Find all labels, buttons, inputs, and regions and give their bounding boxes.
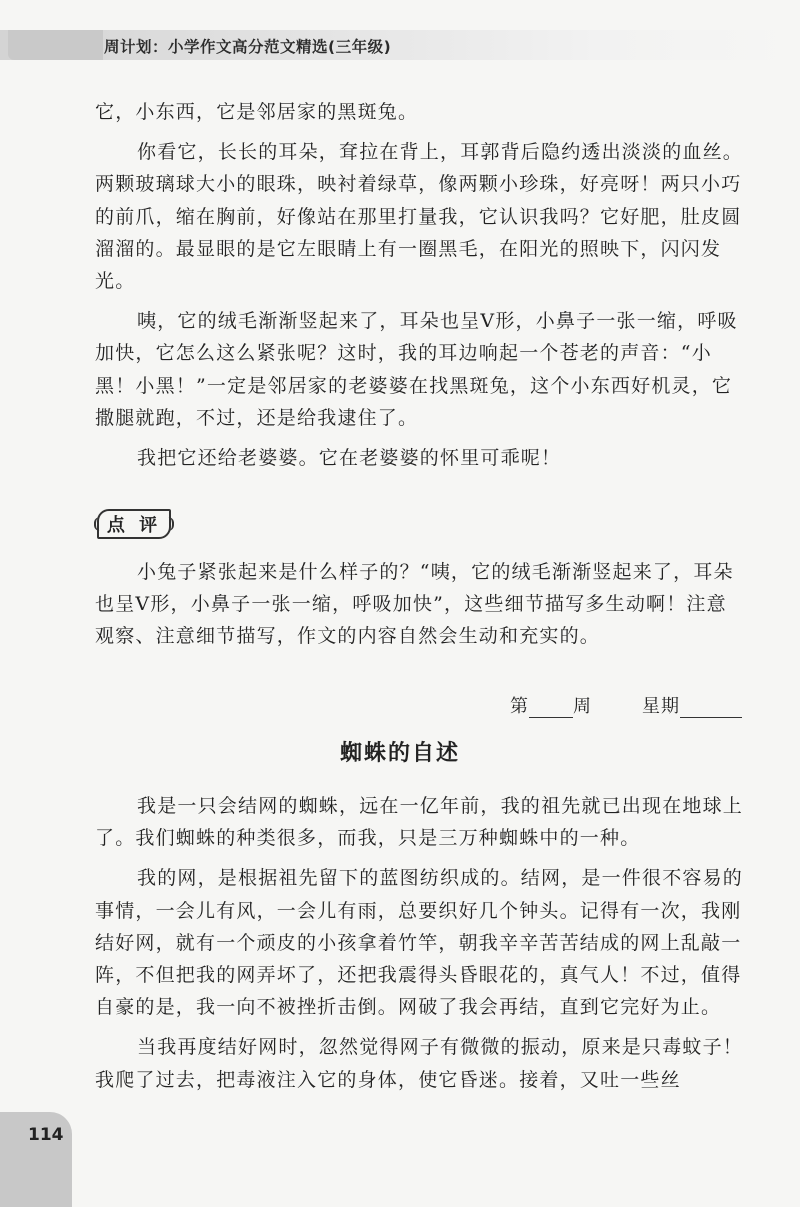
week-blank[interactable]: [529, 697, 573, 718]
week-xingqi: 星期: [642, 696, 680, 717]
week-day-line: [510, 692, 742, 718]
weekday-blank[interactable]: [680, 697, 742, 718]
essay1-paragraph: 你看它，长长的耳朵，耷拉在背上，耳郭背后隐约透出淡淡的血丝。两颗玻璃球大小的眼珠，映衬着绿草，像两颗小珍珠，好亮呀！两只小巧的前爪，缩在胸前，好像站在那里打量我，它认识我吗？它好肥，肚皮圆溜溜的。最显眼的是它左眼睛上有一圈黑毛，在阳光的照映下，闪闪发光。: [95, 141, 744, 293]
essay2-body: [95, 790, 745, 1096]
essay1-paragraph: 我把它还给老婆婆。它在老婆婆的怀里可乖呢！: [137, 447, 562, 470]
essay2-paragraph: 我的网，是根据祖先留下的蓝图纺织成的。结网，是一件很不容易的事情，一会儿有风，一会儿有雨，总要织好几个钟头。记得有一次，我刚结好网，就有一个顽皮的小孩拿着竹竿，朝我辛辛苦苦结成的网上乱敲一阵，不但把我的网弄坏了，还把我震得头昏眼花的，真气人！不过，值得自豪的是，我一向不被挫折击倒。网破了我会再结，直到它完好为止。: [95, 867, 744, 1019]
page-number: 114: [28, 1125, 64, 1145]
comment-text: 小兔子紧张起来是什么样子的？“咦，它的绒毛渐渐竖起来了，耳朵也呈V形，小鼻子一张一缩，呼吸加快”，这些细节描写多生动啊！注意观察、注意细节描写，作文的内容自然会生动和充实的。: [95, 561, 734, 648]
week-zhou: 周: [573, 696, 592, 717]
essay2-title: 蜘蛛的自述: [339, 741, 460, 766]
comment-body: [95, 556, 745, 653]
header-tab: [8, 30, 103, 60]
essay1-paragraph: 它，小东西，它是邻居家的黑斑兔。: [95, 101, 419, 123]
essay1-body: [95, 96, 745, 474]
comment-label: 点 评: [106, 515, 162, 536]
comment-badge: [97, 509, 171, 539]
week-di: 第: [510, 696, 529, 717]
essay1-paragraph: 咦，它的绒毛渐渐竖起来了，耳朵也呈V形，小鼻子一张一缩，呼吸加快，它怎么这么紧张呢？这时，我的耳边响起一个苍老的声音：“小黑！小黑！”一定是邻居家的老婆婆在找黑斑兔，这个小东西好机灵，它撒腿就跑，不过，还是给我逮住了。: [95, 310, 738, 429]
header-title: 周计划：小学作文高分范文精选(三年级): [104, 38, 392, 56]
essay2-paragraph: 我是一只会结网的蜘蛛，远在一亿年前，我的祖先就已出现在地球上了。我们蜘蛛的种类很多，而我，只是三万种蜘蛛中的一种。: [95, 795, 744, 850]
essay2-paragraph: 当我再度结好网时，忽然觉得网子有微微的振动，原来是只毒蚊子！我爬了过去，把毒液注入它的身体，使它昏迷。接着，又吐一些丝: [95, 1036, 744, 1091]
